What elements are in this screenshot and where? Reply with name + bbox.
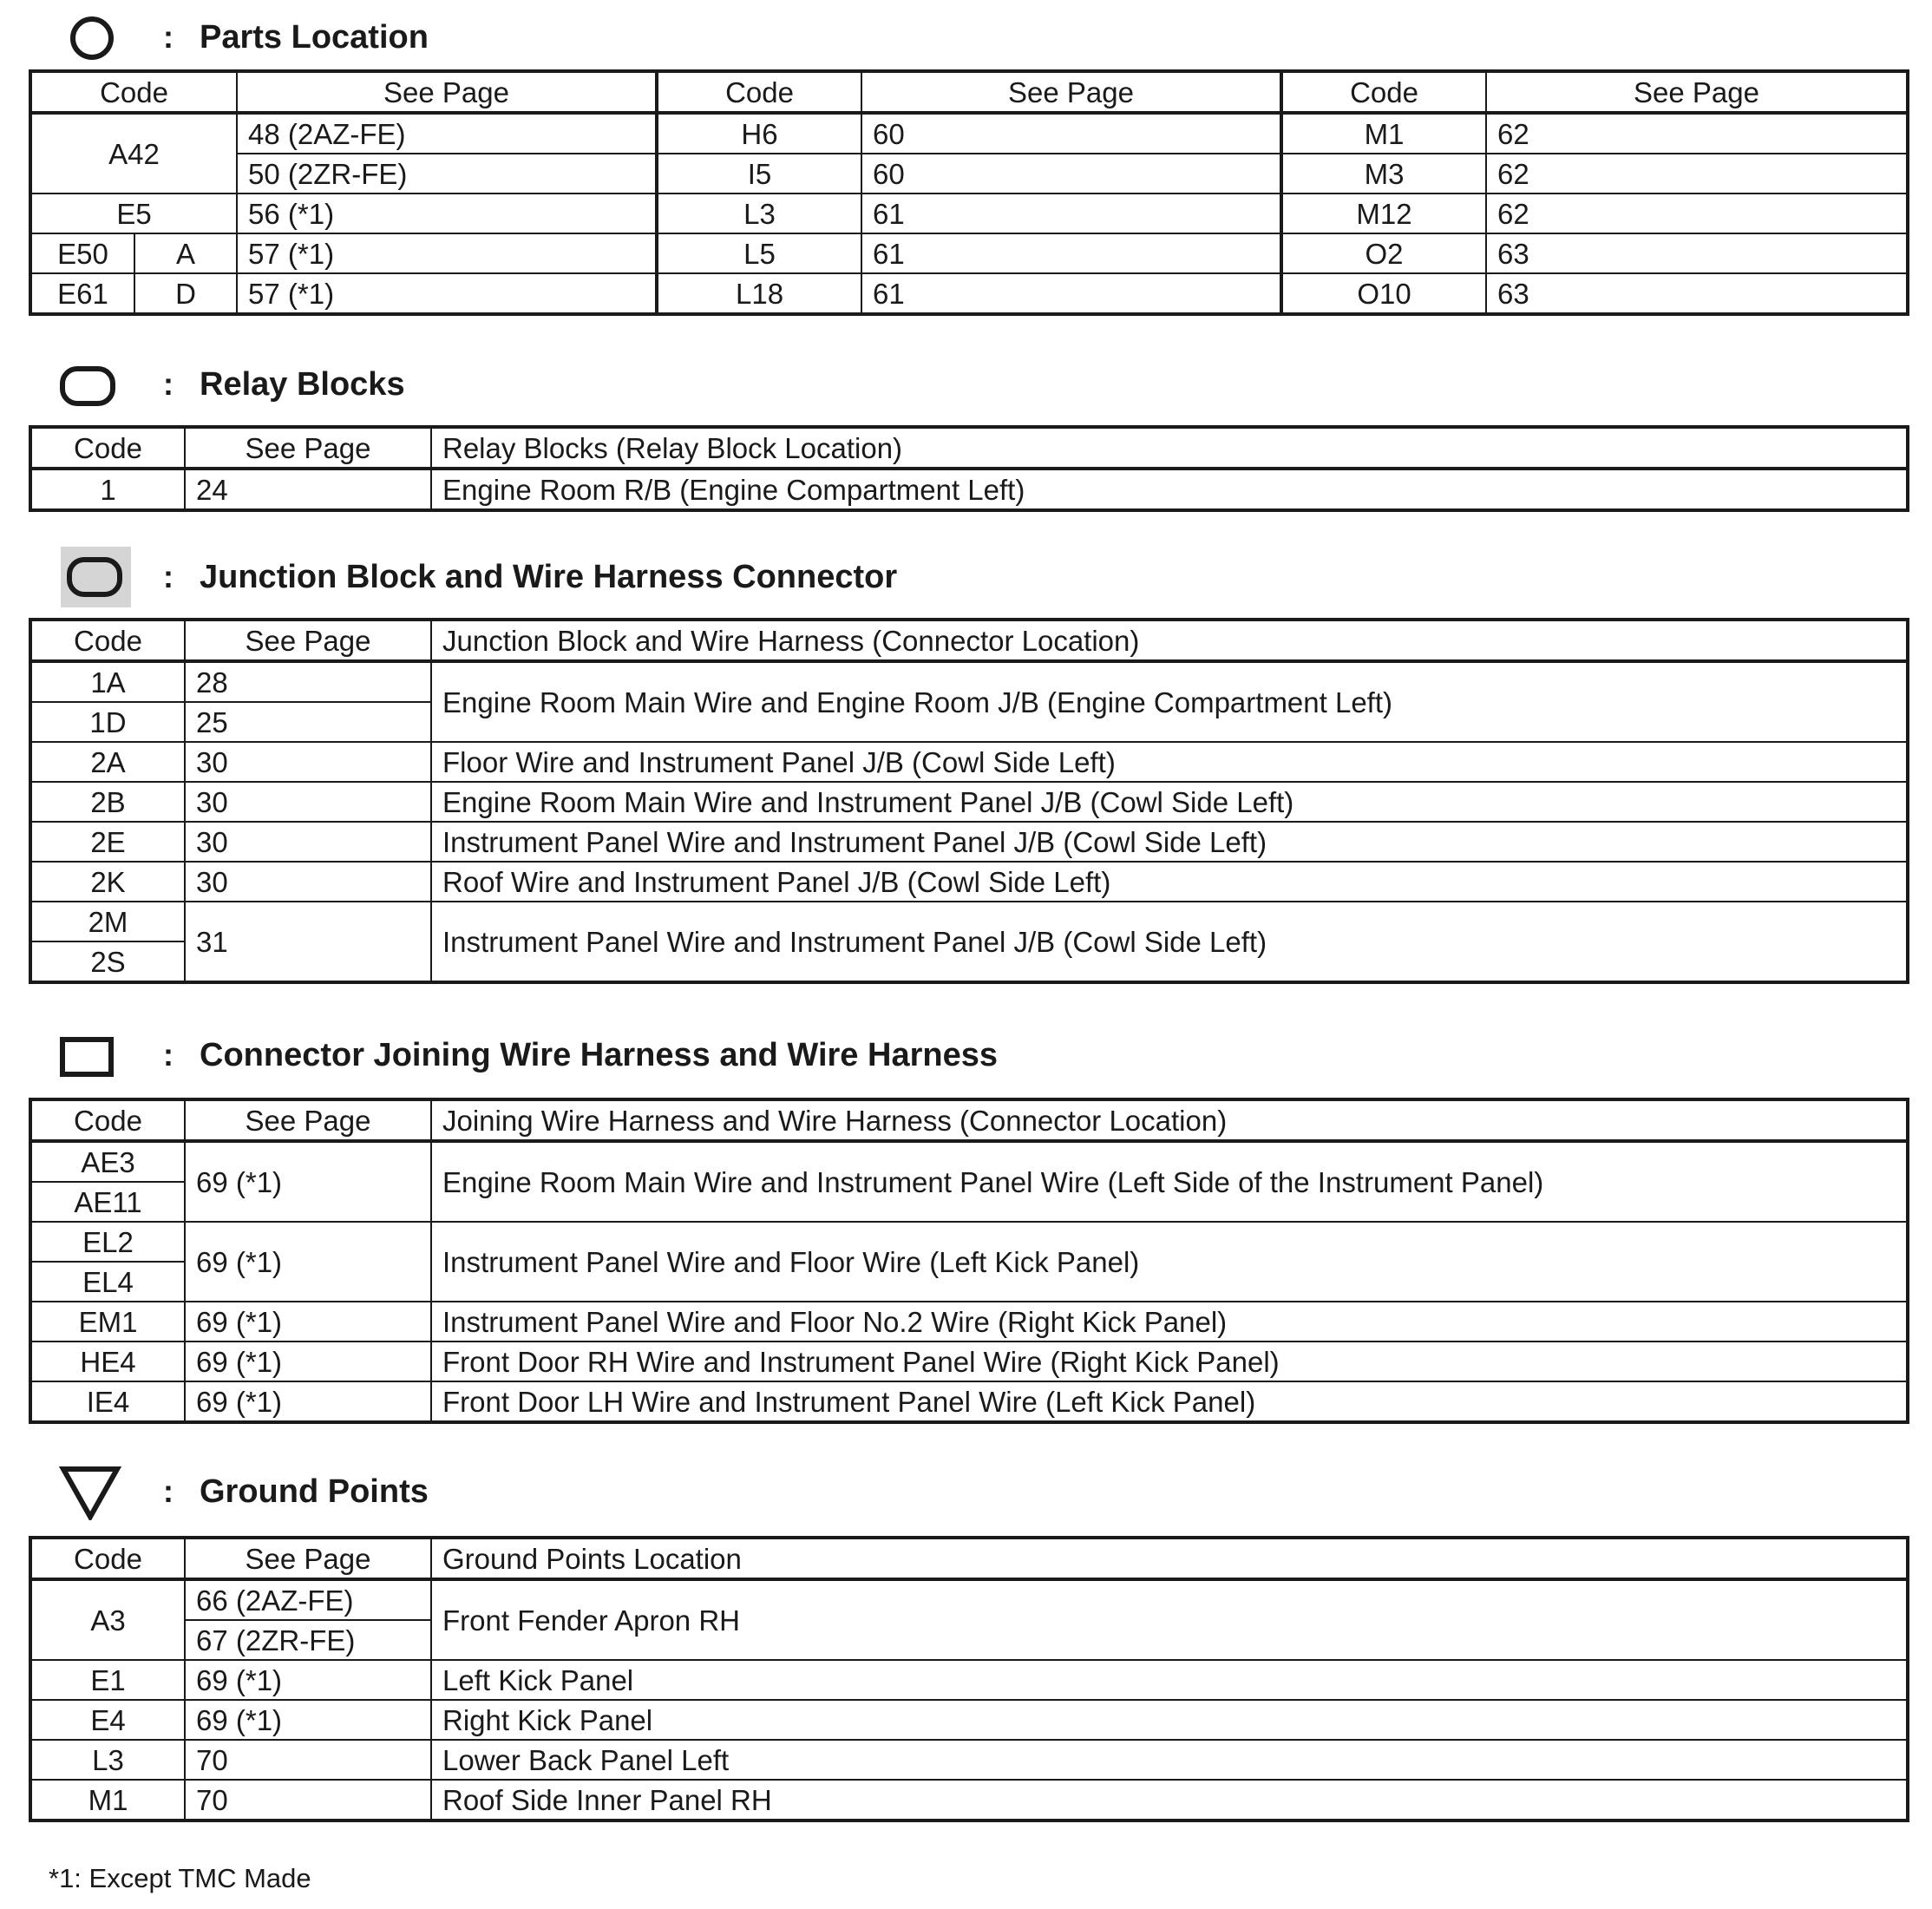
code-cell: AE3	[30, 1141, 185, 1182]
heading-colon: :	[163, 559, 174, 594]
table-row	[30, 742, 1908, 782]
table-row	[30, 1222, 1908, 1262]
connector-joining-title: Connector Joining Wire Harness and Wire Harness	[200, 1037, 998, 1073]
table-header-row	[30, 71, 1908, 113]
column-header: Junction Block and Wire Harness (Connector Location)	[431, 620, 1908, 661]
relay-blocks-title: Relay Blocks	[200, 366, 405, 403]
column-header: See Page	[185, 427, 431, 469]
rounded-rect-symbol-icon	[66, 555, 123, 599]
page-cell: 30	[185, 822, 431, 862]
table-row	[30, 194, 1908, 233]
code-cell: M3	[1281, 154, 1486, 194]
page-cell: 30	[185, 862, 431, 902]
column-header: Code	[30, 620, 185, 661]
code-cell: A42	[30, 113, 237, 194]
code-cell: I5	[657, 154, 861, 194]
table-row	[30, 233, 1908, 273]
column-header: See Page	[185, 1538, 431, 1579]
location-cell: Right Kick Panel	[431, 1700, 1908, 1740]
code-cell: O10	[1281, 273, 1486, 314]
code-cell: 2M	[30, 902, 185, 941]
junction-block-title: Junction Block and Wire Harness Connector	[200, 559, 898, 595]
column-header: See Page	[185, 1099, 431, 1141]
location-cell: Engine Room Main Wire and Engine Room J/B (Engine Compartment Left)	[431, 661, 1908, 742]
column-header: Relay Blocks (Relay Block Location)	[431, 427, 1908, 469]
table-row	[30, 1660, 1908, 1700]
location-cell: Roof Side Inner Panel RH	[431, 1780, 1908, 1820]
code-cell: M12	[1281, 194, 1486, 233]
page-cell: 69 (*1)	[185, 1700, 431, 1740]
location-cell: Instrument Panel Wire and Floor Wire (Left Kick Panel)	[431, 1222, 1908, 1302]
page-cell: 69 (*1)	[185, 1381, 431, 1422]
page-cell: 69 (*1)	[185, 1302, 431, 1342]
location-cell: Engine Room R/B (Engine Compartment Left)	[431, 469, 1908, 510]
code-cell: M1	[1281, 113, 1486, 154]
code-cell: 2A	[30, 742, 185, 782]
parts-location-table	[29, 69, 1909, 316]
page-cell: 61	[861, 233, 1281, 273]
connector-joining-heading	[0, 1027, 1932, 1087]
table-row	[30, 1740, 1908, 1780]
location-cell: Engine Room Main Wire and Instrument Panel Wire (Left Side of the Instrument Panel)	[431, 1141, 1908, 1222]
table-row	[30, 902, 1908, 941]
page-cell: 63	[1486, 273, 1908, 314]
rounded-rect-symbol-icon	[59, 364, 116, 408]
table-header-row	[30, 427, 1908, 469]
code-cell: 2S	[30, 941, 185, 982]
page-cell: 61	[861, 194, 1281, 233]
page-cell: 70	[185, 1780, 431, 1820]
code-cell: 1A	[30, 661, 185, 702]
table-row	[30, 273, 1908, 314]
location-cell: Instrument Panel Wire and Instrument Panel J/B (Cowl Side Left)	[431, 902, 1908, 982]
location-cell: Instrument Panel Wire and Instrument Panel J/B (Cowl Side Left)	[431, 822, 1908, 862]
code-cell: HE4	[30, 1342, 185, 1381]
code-cell: EM1	[30, 1302, 185, 1342]
code-cell: E5	[30, 194, 237, 233]
location-cell: Roof Wire and Instrument Panel J/B (Cowl Side Left)	[431, 862, 1908, 902]
location-cell: Front Door RH Wire and Instrument Panel Wire (Right Kick Panel)	[431, 1342, 1908, 1381]
table-row	[30, 822, 1908, 862]
heading-colon: :	[163, 19, 174, 55]
triangle-symbol-icon	[59, 1465, 121, 1520]
heading-colon: :	[163, 366, 174, 402]
page-cell: 61	[861, 273, 1281, 314]
code-cell: 2B	[30, 782, 185, 822]
table-header-row	[30, 1538, 1908, 1579]
table-row	[30, 661, 1908, 702]
location-cell: Lower Back Panel Left	[431, 1740, 1908, 1780]
table-header-row	[30, 620, 1908, 661]
page-cell: 62	[1486, 154, 1908, 194]
table-row	[30, 862, 1908, 902]
table-header-row	[30, 1099, 1908, 1141]
code-cell: L3	[657, 194, 861, 233]
code-cell: E50	[30, 233, 134, 273]
page-cell: 69 (*1)	[185, 1141, 431, 1222]
page-cell: 50 (2ZR-FE)	[237, 154, 657, 194]
column-header: Ground Points Location	[431, 1538, 1908, 1579]
page-cell: 56 (*1)	[237, 194, 657, 233]
location-cell: Front Door LH Wire and Instrument Panel Wire (Left Kick Panel)	[431, 1381, 1908, 1422]
page-cell: 30	[185, 782, 431, 822]
page-cell: 66 (2AZ-FE)	[185, 1579, 431, 1620]
page-cell: 24	[185, 469, 431, 510]
sub-code-cell: D	[134, 273, 237, 314]
code-cell: 1D	[30, 702, 185, 742]
heading-colon: :	[163, 1473, 174, 1509]
square-symbol-icon	[59, 1035, 116, 1079]
code-cell: E1	[30, 1660, 185, 1700]
location-cell: Instrument Panel Wire and Floor No.2 Wire (Right Kick Panel)	[431, 1302, 1908, 1342]
page-cell: 30	[185, 742, 431, 782]
code-cell: AE11	[30, 1182, 185, 1222]
sub-code-cell: A	[134, 233, 237, 273]
page-cell: 63	[1486, 233, 1908, 273]
relay-blocks-heading	[0, 356, 1932, 417]
table-row	[30, 113, 1908, 154]
page-cell: 69 (*1)	[185, 1660, 431, 1700]
code-cell: L5	[657, 233, 861, 273]
page-cell: 60	[861, 113, 1281, 154]
footnote: *1: Except TMC Made	[49, 1863, 311, 1893]
page-cell: 70	[185, 1740, 431, 1780]
code-cell: 2E	[30, 822, 185, 862]
code-cell: E4	[30, 1700, 185, 1740]
ground-points-title: Ground Points	[200, 1473, 429, 1510]
page-cell: 28	[185, 661, 431, 702]
page-cell: 57 (*1)	[237, 233, 657, 273]
table-row	[30, 1141, 1908, 1182]
column-header: See Page	[861, 71, 1281, 113]
table-row	[30, 1381, 1908, 1422]
column-header: Code	[1281, 71, 1486, 113]
location-cell: Left Kick Panel	[431, 1660, 1908, 1700]
code-cell: M1	[30, 1780, 185, 1820]
ground-points-heading	[0, 1463, 1932, 1524]
page-cell: 62	[1486, 194, 1908, 233]
page-cell: 31	[185, 902, 431, 982]
code-cell: EL2	[30, 1222, 185, 1262]
ground-points-table	[29, 1536, 1909, 1822]
relay-blocks-table	[29, 425, 1909, 512]
column-header: See Page	[237, 71, 657, 113]
code-cell: 1	[30, 469, 185, 510]
junction-block-heading	[0, 547, 1932, 607]
table-row	[30, 1700, 1908, 1740]
table-row	[30, 1302, 1908, 1342]
location-cell: Front Fender Apron RH	[431, 1579, 1908, 1660]
location-cell: Floor Wire and Instrument Panel J/B (Cowl Side Left)	[431, 742, 1908, 782]
code-cell: A3	[30, 1579, 185, 1660]
table-row	[30, 782, 1908, 822]
column-header: Code	[30, 427, 185, 469]
page-cell: 62	[1486, 113, 1908, 154]
page-cell: 25	[185, 702, 431, 742]
table-row	[30, 154, 1908, 194]
page-cell: 69 (*1)	[185, 1222, 431, 1302]
page-cell: 48 (2AZ-FE)	[237, 113, 657, 154]
page-cell: 67 (2ZR-FE)	[185, 1620, 431, 1660]
column-header: Code	[30, 71, 237, 113]
parts-location-heading	[0, 9, 1932, 69]
table-row	[30, 469, 1908, 510]
column-header: See Page	[185, 620, 431, 661]
column-header: Code	[30, 1099, 185, 1141]
table-row	[30, 1342, 1908, 1381]
column-header: See Page	[1486, 71, 1908, 113]
code-cell: IE4	[30, 1381, 185, 1422]
connector-joining-table	[29, 1098, 1909, 1424]
column-header: Joining Wire Harness and Wire Harness (Connector Location)	[431, 1099, 1908, 1141]
table-row	[30, 1579, 1908, 1620]
heading-colon: :	[163, 1037, 174, 1073]
location-cell: Engine Room Main Wire and Instrument Panel J/B (Cowl Side Left)	[431, 782, 1908, 822]
code-cell: H6	[657, 113, 861, 154]
junction-block-table	[29, 618, 1909, 984]
code-cell: L18	[657, 273, 861, 314]
code-cell: L3	[30, 1740, 185, 1780]
code-cell: E61	[30, 273, 134, 314]
code-cell: O2	[1281, 233, 1486, 273]
code-cell: 2K	[30, 862, 185, 902]
column-header: Code	[657, 71, 861, 113]
page-cell: 69 (*1)	[185, 1342, 431, 1381]
column-header: Code	[30, 1538, 185, 1579]
page-cell: 57 (*1)	[237, 273, 657, 314]
circle-symbol-icon	[68, 14, 116, 62]
table-row	[30, 1780, 1908, 1820]
page-cell: 60	[861, 154, 1281, 194]
parts-location-title: Parts Location	[200, 19, 429, 56]
code-cell: EL4	[30, 1262, 185, 1302]
